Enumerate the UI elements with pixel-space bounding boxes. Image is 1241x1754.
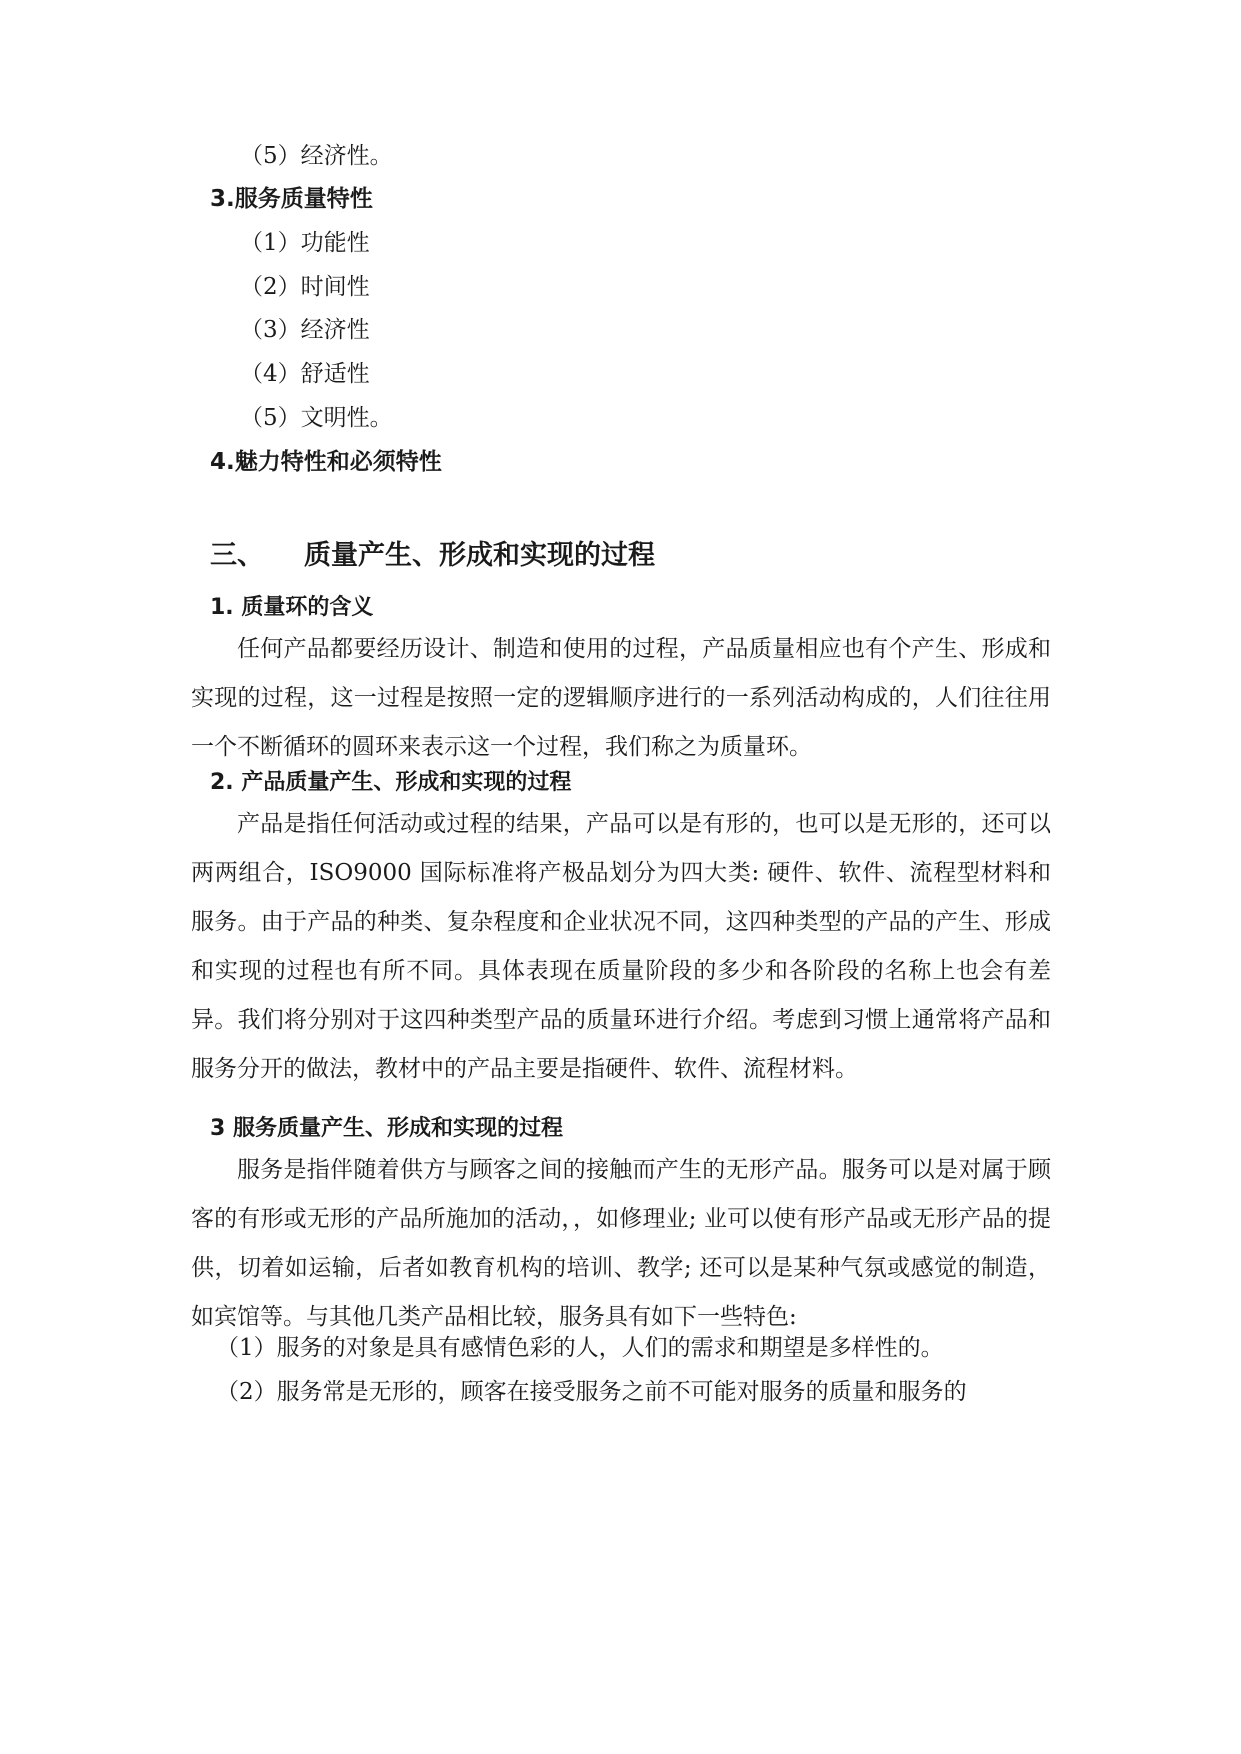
list-item: （2）服务常是无形的，顾客在接受服务之前不可能对服务的质量和服务的 [216, 1379, 967, 1405]
section-heading: 3.服务质量特性 [210, 186, 373, 212]
list-item: （1）功能性 [240, 230, 370, 256]
list-item: （5）经济性。 [240, 143, 393, 169]
list-item: （5）文明性。 [240, 405, 393, 431]
section-heading: 4.魅力特性和必须特性 [210, 449, 442, 475]
subsection-heading: 3 服务质量产生、形成和实现的过程 [210, 1116, 563, 1141]
list-item: （2）时间性 [240, 274, 370, 300]
list-item: （3）经济性 [240, 317, 370, 343]
list-item: （4）舒适性 [240, 361, 370, 387]
paragraph: 产品是指任何活动或过程的结果，产品可以是有形的，也可以是无形的，还可以两两组合，ISO9000 国际标准将产极品划分为四大类: 硬件、软件、流程型材料和服务。由于产品的种类、复杂程度和企业状况不同，这四种类型的产品的产生、形成和实现的过程也有所不同。具体表现在质量阶段的多少和各阶段的名称上也会有差异。我们将分别对于这四种类型产品的质量环进行介绍。考虑到习惯上通常将产品和服务分开的做法，教材中的产品主要是指硬件、软件、流程材料。 [191, 811, 1051, 1082]
subsection-heading: 2. 产品质量产生、形成和实现的过程 [210, 770, 572, 795]
list-item: （1）服务的对象是具有感情色彩的人，人们的需求和期望是多样性的。 [216, 1335, 944, 1361]
subsection-heading: 1. 质量环的含义 [210, 595, 374, 620]
paragraph: 服务是指伴随着供方与顾客之间的接触而产生的无形产品。服务可以是对属于顾客的有形或无形的产品所施加的活动，，如修理业; 业可以使有形产品或无形产品的提供，切着如运输，后者如教育机构的培训、教学; 还可以是某种气氛或感觉的制造，如宾馆等。与其他几类产品相比较，服务具有如下一些特色: [191, 1157, 1051, 1330]
paragraph: 任何产品都要经历设计、制造和使用的过程，产品质量相应也有个产生、形成和实现的过程，这一过程是按照一定的逻辑顺序进行的一系列活动构成的，人们往往用一个不断循环的圆环来表示这一个过程，我们称之为质量环。 [191, 636, 1051, 760]
chapter-heading [210, 538, 655, 574]
chapter-title: 质量产生、形成和实现的过程 [304, 540, 655, 571]
chapter-number: 三、 [210, 540, 264, 571]
